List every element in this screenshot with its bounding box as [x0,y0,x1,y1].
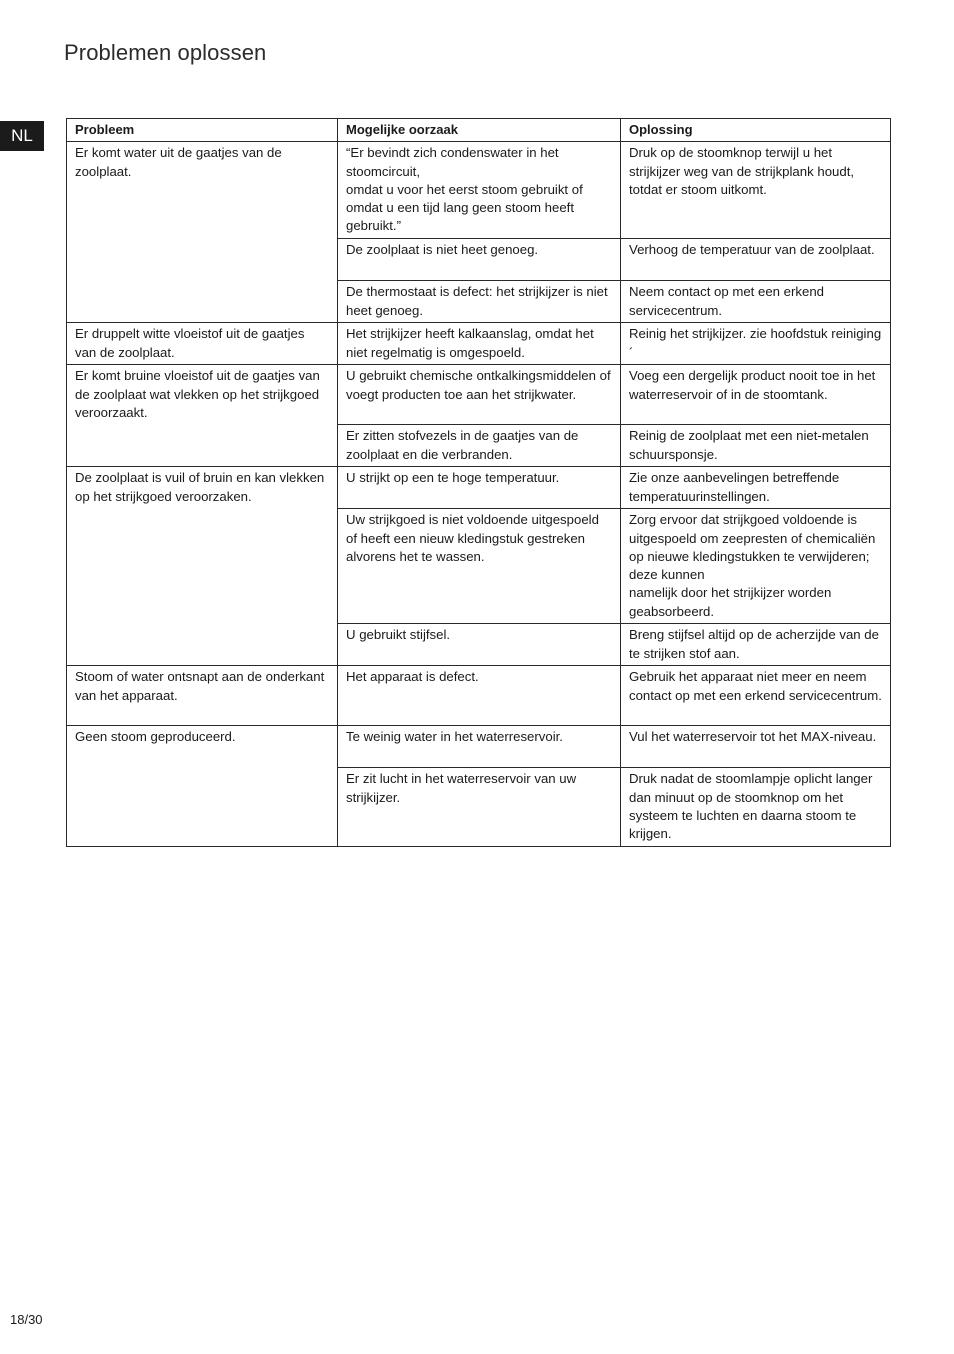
cause-cell: Het apparaat is defect. [338,666,621,726]
table-header-row [67,119,891,142]
solution-cell: Verhoog de temperatuur van de zoolplaat. [621,239,891,281]
solution-cell: Druk op de stoomknop terwijl u het strijkijzer weg van de strijkplank houdt, totdat er stoom uitkomt. [621,142,891,239]
cause-cell: Uw strijkgoed is niet voldoende uitgespoeld of heeft een nieuw kledingstuk gestreken alvorens het te wassen. [338,509,621,624]
solution-cell: Reinig het strijkijzer. zie hoofdstuk reiniging´ [621,323,891,365]
table-row [67,726,891,768]
problem-cell: Er komt water uit de gaatjes van de zoolplaat. [67,142,338,323]
cause-cell: “Er bevindt zich condenswater in het stoomcircuit, omdat u voor het eerst stoom gebruikt of omdat u een tijd lang geen stoom heeft gebruikt.” [338,142,621,239]
column-header-problem: Probleem [67,119,338,142]
cause-cell: Er zitten stofvezels in de gaatjes van de zoolplaat en die verbranden. [338,425,621,467]
problem-cell: Geen stoom geproduceerd. [67,726,338,847]
cause-cell: U gebruikt chemische ontkalkingsmiddelen of voegt producten toe aan het strijkwater. [338,365,621,425]
troubleshooting-table [66,118,891,847]
page-number: 18/30 [10,1312,43,1327]
solution-cell: Vul het waterreservoir tot het MAX-niveau. [621,726,891,768]
table-row [67,666,891,726]
problem-cell: Er komt bruine vloeistof uit de gaatjes van de zoolplaat wat vlekken op het strijkgoed veroorzaakt. [67,365,338,467]
table-row [67,142,891,239]
table-row [67,365,891,425]
solution-cell: Zorg ervoor dat strijkgoed voldoende is uitgespoeld om zeepresten of chemicaliën op nieuwe kledingstukken te verwijderen; deze kunnen namelijk door het strijkijzer worden geabsorbeerd. [621,509,891,624]
cause-cell: Er zit lucht in het waterreservoir van uw strijkijzer. [338,768,621,847]
problem-cell: Er druppelt witte vloeistof uit de gaatjes van de zoolplaat. [67,323,338,365]
problem-cell: De zoolplaat is vuil of bruin en kan vlekken op het strijkgoed veroorzaken. [67,467,338,666]
table-row [67,467,891,509]
solution-cell: Breng stijfsel altijd op de acherzijde van de te strijken stof aan. [621,624,891,666]
solution-cell: Gebruik het apparaat niet meer en neem contact op met een erkend servicecentrum. [621,666,891,726]
solution-cell: Voeg een dergelijk product nooit toe in het waterreservoir of in de stoomtank. [621,365,891,425]
cause-cell: U gebruikt stijfsel. [338,624,621,666]
column-header-solution: Oplossing [621,119,891,142]
problem-cell: Stoom of water ontsnapt aan de onderkant van het apparaat. [67,666,338,726]
cause-cell: De thermostaat is defect: het strijkijzer is niet heet genoeg. [338,281,621,323]
cause-cell: De zoolplaat is niet heet genoeg. [338,239,621,281]
language-tab: NL [0,121,44,151]
cause-cell: Het strijkijzer heeft kalkaanslag, omdat het niet regelmatig is omgespoeld. [338,323,621,365]
solution-cell: Druk nadat de stoomlampje oplicht langer dan minuut op de stoomknop om het systeem te luchten en daarna stoom te krijgen. [621,768,891,847]
solution-cell: Neem contact op met een erkend servicecentrum. [621,281,891,323]
table-row [67,323,891,365]
cause-cell: U strijkt op een te hoge temperatuur. [338,467,621,509]
solution-cell: Zie onze aanbevelingen betreffende temperatuurinstellingen. [621,467,891,509]
page-title: Problemen oplossen [64,40,267,65]
column-header-cause: Mogelijke oorzaak [338,119,621,142]
solution-cell: Reinig de zoolplaat met een niet-metalen schuursponsje. [621,425,891,467]
cause-cell: Te weinig water in het waterreservoir. [338,726,621,768]
